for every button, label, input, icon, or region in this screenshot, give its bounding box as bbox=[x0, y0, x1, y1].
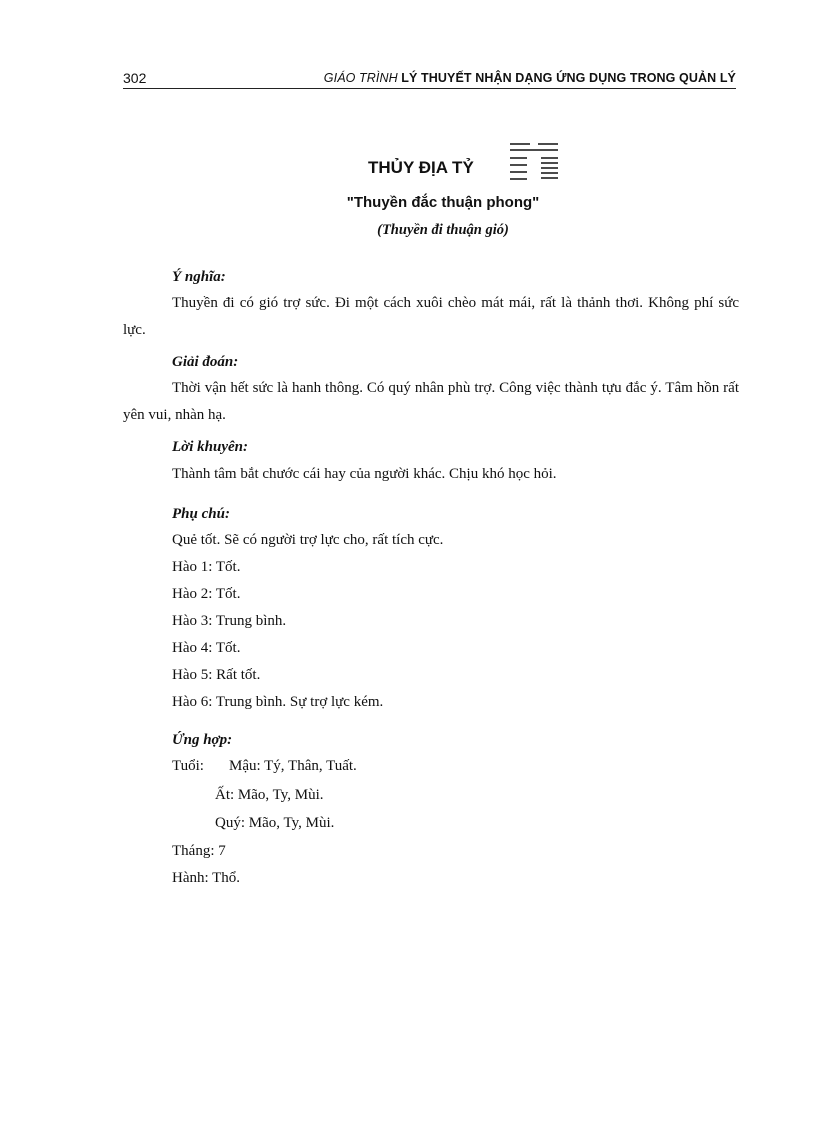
phu-chu-line: Hào 1: Tốt. bbox=[172, 559, 241, 575]
hanh-line: Hành: Thổ. bbox=[172, 870, 241, 886]
tuoi-label: Tuổi: bbox=[172, 758, 204, 774]
section-heading-y-nghia: Ý nghĩa: bbox=[172, 269, 226, 285]
running-header bbox=[123, 68, 736, 89]
tuoi-line: Ất: Mão, Ty, Mùi. bbox=[215, 787, 324, 803]
section-heading-phu-chu: Phụ chú: bbox=[172, 506, 230, 522]
phu-chu-line: Hào 6: Trung bình. Sự trợ lực kém. bbox=[172, 694, 384, 710]
section-heading-giai-doan: Giải đoán: bbox=[172, 354, 239, 370]
tuoi-line: Mậu: Tý, Thân, Tuất. bbox=[229, 758, 357, 774]
section-heading-loi-khuyen: Lời khuyên: bbox=[172, 439, 248, 455]
phu-chu-line: Hào 3: Trung bình. bbox=[172, 613, 287, 629]
phu-chu-line: Quẻ tốt. Sẽ có người trợ lực cho, rất tích cực. bbox=[172, 532, 444, 548]
subtitle-translation: (Thuyền đi thuận gió) bbox=[377, 222, 509, 238]
section-heading-ung-hop: Ứng hợp: bbox=[172, 732, 233, 748]
paragraph-loi-khuyen: Thành tâm bắt chước cái hay của người khác. Chịu khó học hỏi. bbox=[172, 466, 557, 482]
phu-chu-line: Hào 5: Rất tốt. bbox=[172, 667, 261, 683]
thang-line: Tháng: 7 bbox=[172, 843, 226, 859]
hexagram-icon bbox=[508, 141, 560, 181]
running-title-rest: LÝ THUYẾT NHẬN DẠNG ỨNG DỤNG TRONG QUẢN LÝ bbox=[397, 71, 736, 85]
running-title bbox=[324, 71, 736, 85]
paragraph-y-nghia: Thuyền đi có gió trợ sức. Đi một cách xuôi chèo mát mái, rất là thảnh thơi. Không phí sức lực. bbox=[123, 295, 739, 338]
tuoi-line: Quý: Mão, Ty, Mùi. bbox=[215, 815, 335, 831]
running-title-italic: GIÁO TRÌNH bbox=[323, 71, 398, 85]
hexagram-title: THỦY ĐỊA TỶ bbox=[368, 158, 474, 177]
subtitle: "Thuyền đắc thuận phong" bbox=[346, 194, 540, 211]
phu-chu-line: Hào 4: Tốt. bbox=[172, 640, 241, 656]
paragraph-giai-doan: Thời vận hết sức là hanh thông. Có quý nhân phù trợ. Công việc thành tựu đắc ý. Tâm hồn rất yên vui, nhàn hạ. bbox=[123, 380, 739, 423]
page-number: 302 bbox=[123, 70, 147, 86]
phu-chu-line: Hào 2: Tốt. bbox=[172, 586, 241, 602]
